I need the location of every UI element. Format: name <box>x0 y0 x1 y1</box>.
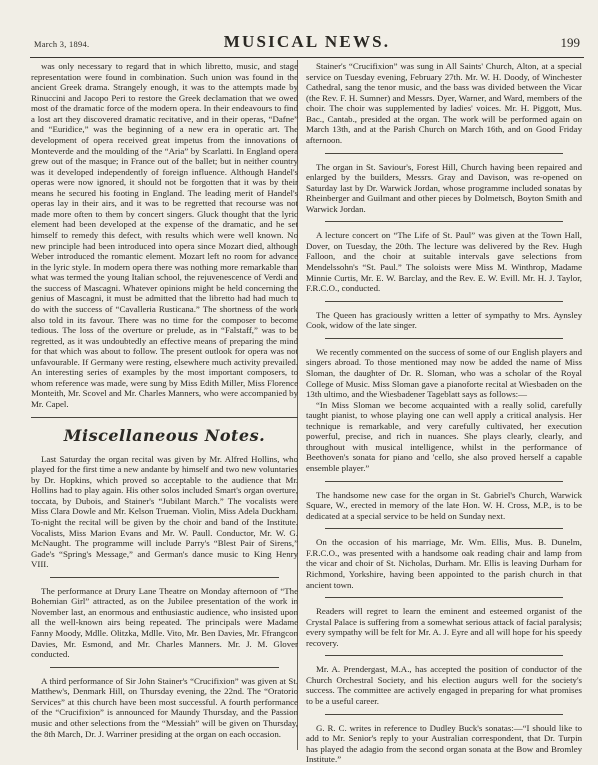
ellis-paragraph: On the occasion of his marriage, Mr. Wm. Ellis, Mus. B. Dunelm, F.R.C.O., was presented with a handsome oak reading chair and lamp from the vicar and choir of St. Nicholas, Durham. Mr. Ellis is leaving Durham for Richmond, Yorkshire, having been appointed to the parish church in that ancient town. <box>306 537 582 590</box>
right-column <box>306 61 582 765</box>
note-rule <box>325 214 562 222</box>
note-rule <box>325 590 562 598</box>
forest-hill-paragraph: The organ in St. Saviour's, Forest Hill, Church having been repaired and enlarged by the builders, Messrs. Gray and Davison, was re-opened on Saturday last by Dr. Warwick Jordan, whose programme included sonatas by Rheinberger and Guilmant and other pieces by Dolmetsch, Boyton Smith and Warwick Jordan. <box>306 161 582 214</box>
page-header <box>30 32 584 54</box>
organ-recital-paragraph: Last Saturday the organ recital was given by Mr. Alfred Hollins, who played for the first time a new andante by himself and two new voluntaries by Dr. Hopkins, which proved so acceptable to the audience that Mr. Hollins had to play again. His other solos included Smart's organ overture, toccata, by Dubois, and Stainer's “Jubilant March.” The vocalists were Miss Clara Dowle and Mr. Kelson Trueman. Violin, Miss Adela Duckham. To-night the recital will be given by the choir and band of the Institute. Vocalists, Miss Marion Evans and Mr. W. Paull. Conductor, Mr. W. G. McNaught. The programme will include Parry's “Blest Pair of Sirens,” Gade's “Spring's Message,” and German's dance music to King Henry VIII. <box>31 453 298 570</box>
left-column <box>31 61 298 739</box>
header-rule <box>30 57 584 58</box>
masthead: MUSICAL NEWS. <box>223 32 391 51</box>
page-number: 199 <box>560 35 580 50</box>
eyre-paragraph: Readers will regret to learn the eminent and esteemed organist of the Crystal Palace is suffering from a somewhat serious attack of facial paralysis; every sympathy will be felt for Mr. A. J. Eyre and all will hope for his speedy recovery. <box>306 606 582 648</box>
note-rule <box>325 521 562 529</box>
note-rule <box>325 707 562 715</box>
note-rule <box>325 648 562 656</box>
buck-sonatas-paragraph: G. R. C. writes in reference to Dudley Buck's sonatas:—“I should like to add to Mr. Senior's reply to your Australian correspondent, that Dr. Turpin has played the adagio from the second organ sonata at the Bow and Bromley Institute.” <box>306 722 582 765</box>
sloman-quote-paragraph: “In Miss Sloman we become acquainted with a really solid, carefully taught pianist, to whose playing one can well apply a critical analysis. Her technique is remarkable, and very carefully cultivated, her execution powerful, precise, and rich in nuances. She plays clearly, clearly, and throughout with musical intelligence, whilst in the performance of Beethoven's sonata for piano and 'cello, she also proved herself a capable ensemble player.” <box>306 399 582 473</box>
note-rule <box>325 331 562 339</box>
queen-letter-paragraph: The Queen has graciously written a letter of sympathy to Mrs. Aynsley Cook, widow of the late singer. <box>306 309 582 331</box>
alton-paragraph: Stainer's “Crucifixion” was sung in All Saints' Church, Alton, at a special service on Tuesday evening, February 27th. Mr. W. H. Doody, of Winchester Cathedral, sang the tenor music, and the bass was divided between the Vicar (the Rev. F. H. Sumner) and Messrs. Dyer, Warner, and Ward, members of the choir. The choir was supplemented by ladies' voices. Mr. H. Piggott, Mus. Bac., Cantab., presided at the organ. The work will be performed again on March 13th, and at the Parish Church on March 16th, and on Good Friday afternoon. <box>306 61 582 145</box>
issue-date: March 3, 1894. <box>34 40 90 49</box>
note-rule <box>50 660 280 668</box>
sloman-paragraph: We recently commented on the success of some of our English players and singers abroad. To those mentioned may now be added the name of Miss Sloman, the daughter of Dr. R. Sloman, who was a scholar of the Royal College of Music. Miss Sloman gave a pianoforte recital at Wiesbaden on the 13th ultimo, and the Wiesbadener Tageblatt says as follows:— <box>306 346 582 400</box>
prendergast-paragraph: Mr. A. Prendergast, M.A., has accepted the position of conductor of the Church Orchestral Society, and his election augurs well for the society's success. The committee are actively engaged in preparing for what promises to be a useful career. <box>306 664 582 706</box>
note-rule <box>325 474 562 482</box>
section-rule <box>31 410 298 418</box>
opera-lecture-paragraph: was only necessary to regard that in which libretto, music, and stage representation were found in combination. Such union was found in the ancient Greek drama. Strangely enough, it was to the attempts made by Rinuccini and Jacopo Peri to restore the Greek declamation that we owed most of the dramatic force of the modern opera. In their endeavours to find a lost art they discovered dramatic recitative, and in their operas, “Dafne” and “Euridice,” was the beginning of a new era in operatic art. The development of opera received great impetus from the innovations of Monteverde and the moulding of the “Aria” by Scarlatti. In England opera grew out of the masque; in France out of the ballet; but in neither country was it developed independently of foreign influence. Although Handel's operas were now ignored, it should not be forgotten that it was by their means he secured his footing in England. The leading merit of Handel's operas lay in their airs, and it was to be regretted that recourse was not made more often to them by concert singers. Gluck thought that the lyric element had been developed at the expense of the dramatic, and he set himself to remedy this defect, with results which were well known. No new principle had been introduced into opera since Mozart died, although Weber introduced the romantic element. Mozart left no room for advance in the lyric style. In modern opera there was nothing more remarkable than what was termed the young Italian school, the rejuvenescence of Verdi and the success of Mascagni. Whatever opinions might be held concerning the genius of Mascagni, it must be admitted that the libretto had had much to do with the success of “Cavalleria Rusticana.” The shortness of the work also told in its favour. There was no time for the composer to become tedious. The loss of the overture or prelude, as in “Falstaff,” was to be regretted, as it was undoubtedly an effective means of preparing the mind for that which was about to follow. The present outlook for opera was not unfavourable. If Germany were resting, elsewhere much activity prevailed. An interesting series of examples by the most important composers, to whom reference was made, were sung by Miss Edith Miller, Miss Florence Monteith, Mr. Scovel and Mr. Charles Manners, who were accompanied by Mr. Capel. <box>31 61 298 409</box>
section-title: Miscellaneous Notes. <box>63 425 266 445</box>
note-rule <box>325 294 562 302</box>
note-rule <box>50 570 280 578</box>
drury-lane-paragraph: The performance at Drury Lane Theatre on Monday afternoon of “The Bohemian Girl” attracted, as on the Jubilee presentation of the work in November last, an enormous and enthusiastic audience, who insisted upon all the well-known airs being repeated. The principals were Madame Fanny Moody, Mdlle. Olitzka, Mdlle. Vito, Mr. Ben Davies, Mr. Ffrangcon Davies, Mr. Esmond, and Mr. Charles Manners. Mr. J. M. Glover conducted. <box>31 585 298 660</box>
dover-lecture-paragraph: A lecture concert on “The Life of St. Paul” was given at the Town Hall, Dover, on Tuesday, the 20th. The lecture was delivered by the Rev. Hugh Falloon, and the choir at suitable intervals gave selections from Mendelssohn's “St. Paul.” The soloists were Miss M. Winthrop, Madame Minnie Curtis, Mr. E. W. Barclay, and the Rev. E. W. Evill. Mr. H. J. Taylor, F.R.C.O., conducted. <box>306 230 582 294</box>
crucifixion-paragraph: A third performance of Sir John Stainer's “Crucifixion” was given at St. Matthew's, Denmark Hill, on Thursday evening, the 22nd. The “Oratorio Services” at this church have been most successful. A fourth performance of the “Crucifixion” is announced for Maundy Thursday, and the Passion music and other selections from the “Messiah” will be given on Thursday, the 8th March, Dr. J. Warriner presiding at the organ on each occasion. <box>31 675 298 739</box>
st-gabriel-paragraph: The handsome new case for the organ in St. Gabriel's Church, Warwick Square, W., erected in memory of the late Hon. W. H. Cross, M.P., is to be dedicated at a special service to be held on Sunday next. <box>306 489 582 521</box>
note-rule <box>325 146 562 154</box>
